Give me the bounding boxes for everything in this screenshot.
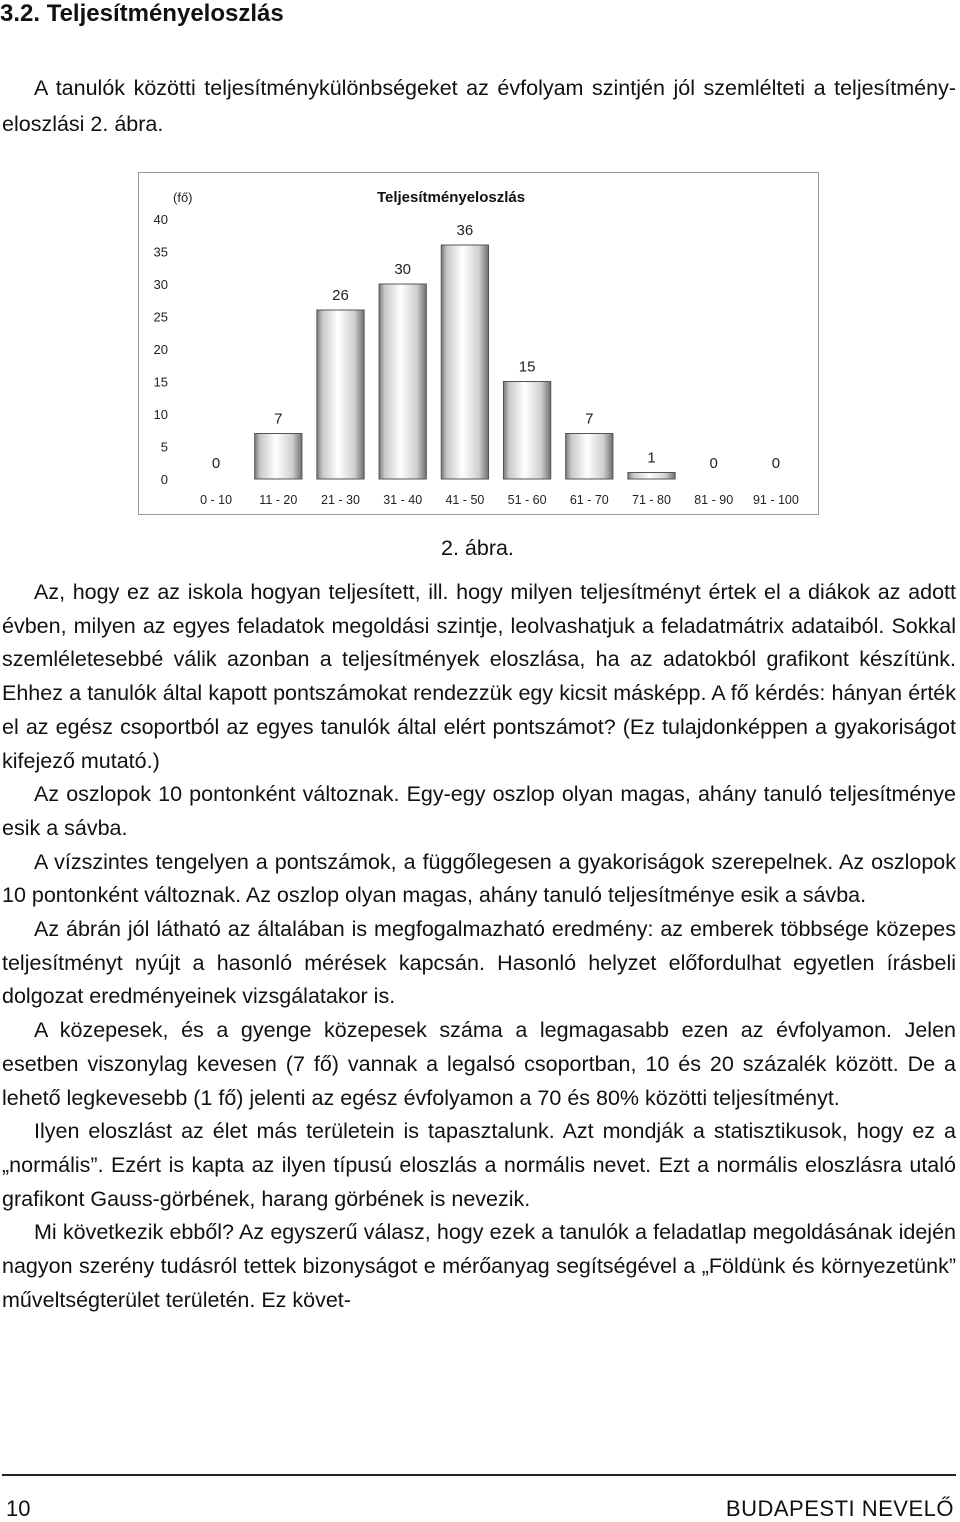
footer-rule: [2, 1474, 956, 1476]
paragraph-3: A vízszintes tengelyen a pontszámok, a függőlegesen a gyakoriságok szerepelnek. Az oszlopok 10 pontonként változnak. Az oszlop olyan magas, ahány tanuló teljesítménye esik a sávba.: [2, 849, 956, 908]
y-tick-label: 25: [153, 309, 168, 325]
bar: [317, 310, 364, 479]
y-tick-label: 15: [153, 374, 168, 390]
paragraph-7: Mi következik ebből? Az egyszerű válasz, hogy ezek a tanulók a feladatlap megoldásának idején nagyon szerény tudásról tettek bizonyságot e mérőanyag segítségével a „Földünk és környezetünk” műveltségterület területén. Ez követ-: [2, 1220, 956, 1312]
data-label: 26: [332, 287, 349, 304]
page-number: 10: [6, 1496, 31, 1521]
chart-figure: [138, 172, 819, 515]
x-tick-label: 0 - 10: [200, 493, 233, 507]
paragraph-1: Az, hogy ez az iskola hogyan teljesített, ill. hogy milyen teljesítményt értek el a diákok az adott évben, milyen az egyes feladatok megoldási szintje, leolvashatjuk a feladatmátrix adataiból. Sokkal szemléletesebbé válik azonban a teljesítmények eloszlása, ha az adatokból grafikont készítünk. Ehhez a tanulók által kapott pontszámokat rendezzük egy kicsit másképp. A fő kérdés: hányan érték el az egész csoportból az egyes tanulók által elért pontszámot? (Ez tulajdonképpen a gyakoriságot kifejező mutató.): [2, 580, 956, 773]
body-text: [2, 576, 956, 1317]
y-axis-label: (fő): [173, 190, 193, 205]
bar-chart: [139, 173, 817, 513]
intro-paragraph: A tanulók közötti teljesítménykülönbségeket az évfolyam szintjén jól szemlélteti a teljesítmény-eloszlási 2. ábra.: [2, 76, 956, 136]
bar: [441, 245, 488, 479]
chart-title: Teljesítményeloszlás: [376, 189, 526, 206]
data-label: 0: [709, 455, 718, 472]
figure-caption: 2. ábra.: [441, 536, 514, 560]
x-tick-label: 81 - 90: [694, 493, 734, 507]
bar: [379, 284, 426, 479]
x-tick-label: 11 - 20: [259, 493, 298, 507]
x-tick-label: 61 - 70: [569, 493, 609, 507]
x-tick-label: 41 - 50: [445, 493, 485, 507]
x-tick-label: 71 - 80: [632, 493, 671, 507]
bar: [255, 434, 302, 480]
paragraph-4: Az ábrán jól látható az általában is megfogalmazható eredmény: az emberek többsége közepes teljesítményt nyújt a hasonló mérések kapcsán. Hasonló helyzet előfordulhat egyetlen írásbeli dolgozat eredményeinek vizsgálatakor is.: [2, 917, 956, 1009]
data-label: 7: [585, 410, 594, 428]
data-label: 0: [211, 455, 221, 472]
y-tick-label: 30: [153, 277, 168, 292]
data-label: 0: [771, 455, 781, 472]
data-label: 1: [647, 449, 656, 467]
x-tick-label: 51 - 60: [507, 493, 547, 507]
data-label: 30: [394, 261, 412, 278]
paragraph-5: A közepesek, és a gyenge közepesek száma a legmagasabb ezen az évfolyamon. Jelen esetben viszonylag kevesen (7 fő) vannak a legalsó csoportban, 10 és 20 százalék között. De a lehető legkevesebb (1 fő) jelenti az egész évfolyamon a 70 és 80% közötti teljesítményt.: [2, 1018, 956, 1110]
x-tick-label: 91 - 100: [752, 493, 799, 507]
y-tick-label: 10: [153, 407, 168, 422]
section-heading: 3.2. Teljesítményeloszlás: [0, 0, 284, 27]
data-label: 36: [456, 222, 474, 239]
y-tick-label: 35: [153, 244, 168, 260]
y-tick-label: 0: [160, 472, 168, 487]
data-label: 7: [274, 410, 283, 428]
y-tick-label: 40: [153, 212, 168, 227]
bar: [566, 434, 613, 480]
publisher-name: BUDAPESTI NEVELŐ: [725, 1496, 954, 1521]
bar: [628, 473, 675, 480]
paragraph-6: Ilyen eloszlást az élet más területein is tapasztalunk. Azt mondják a statisztikusok, hogy ez a „normális”. Ezért is kapta az ilyen típusú eloszlás a normális nevet. Ezt a normális eloszlásra utaló grafikont Gauss-görbének, harang görbének is nevezik.: [2, 1119, 956, 1211]
x-tick-label: 21 - 30: [321, 493, 360, 507]
y-tick-label: 20: [153, 342, 168, 357]
y-tick-label: 5: [160, 439, 168, 455]
bar: [503, 382, 550, 480]
paragraph-2: Az oszlopok 10 pontonként változnak. Egy-egy oszlop olyan magas, ahány tanuló teljesítménye esik a sávba.: [2, 782, 956, 840]
data-label: 15: [518, 358, 536, 376]
x-tick-label: 31 - 40: [383, 493, 423, 507]
